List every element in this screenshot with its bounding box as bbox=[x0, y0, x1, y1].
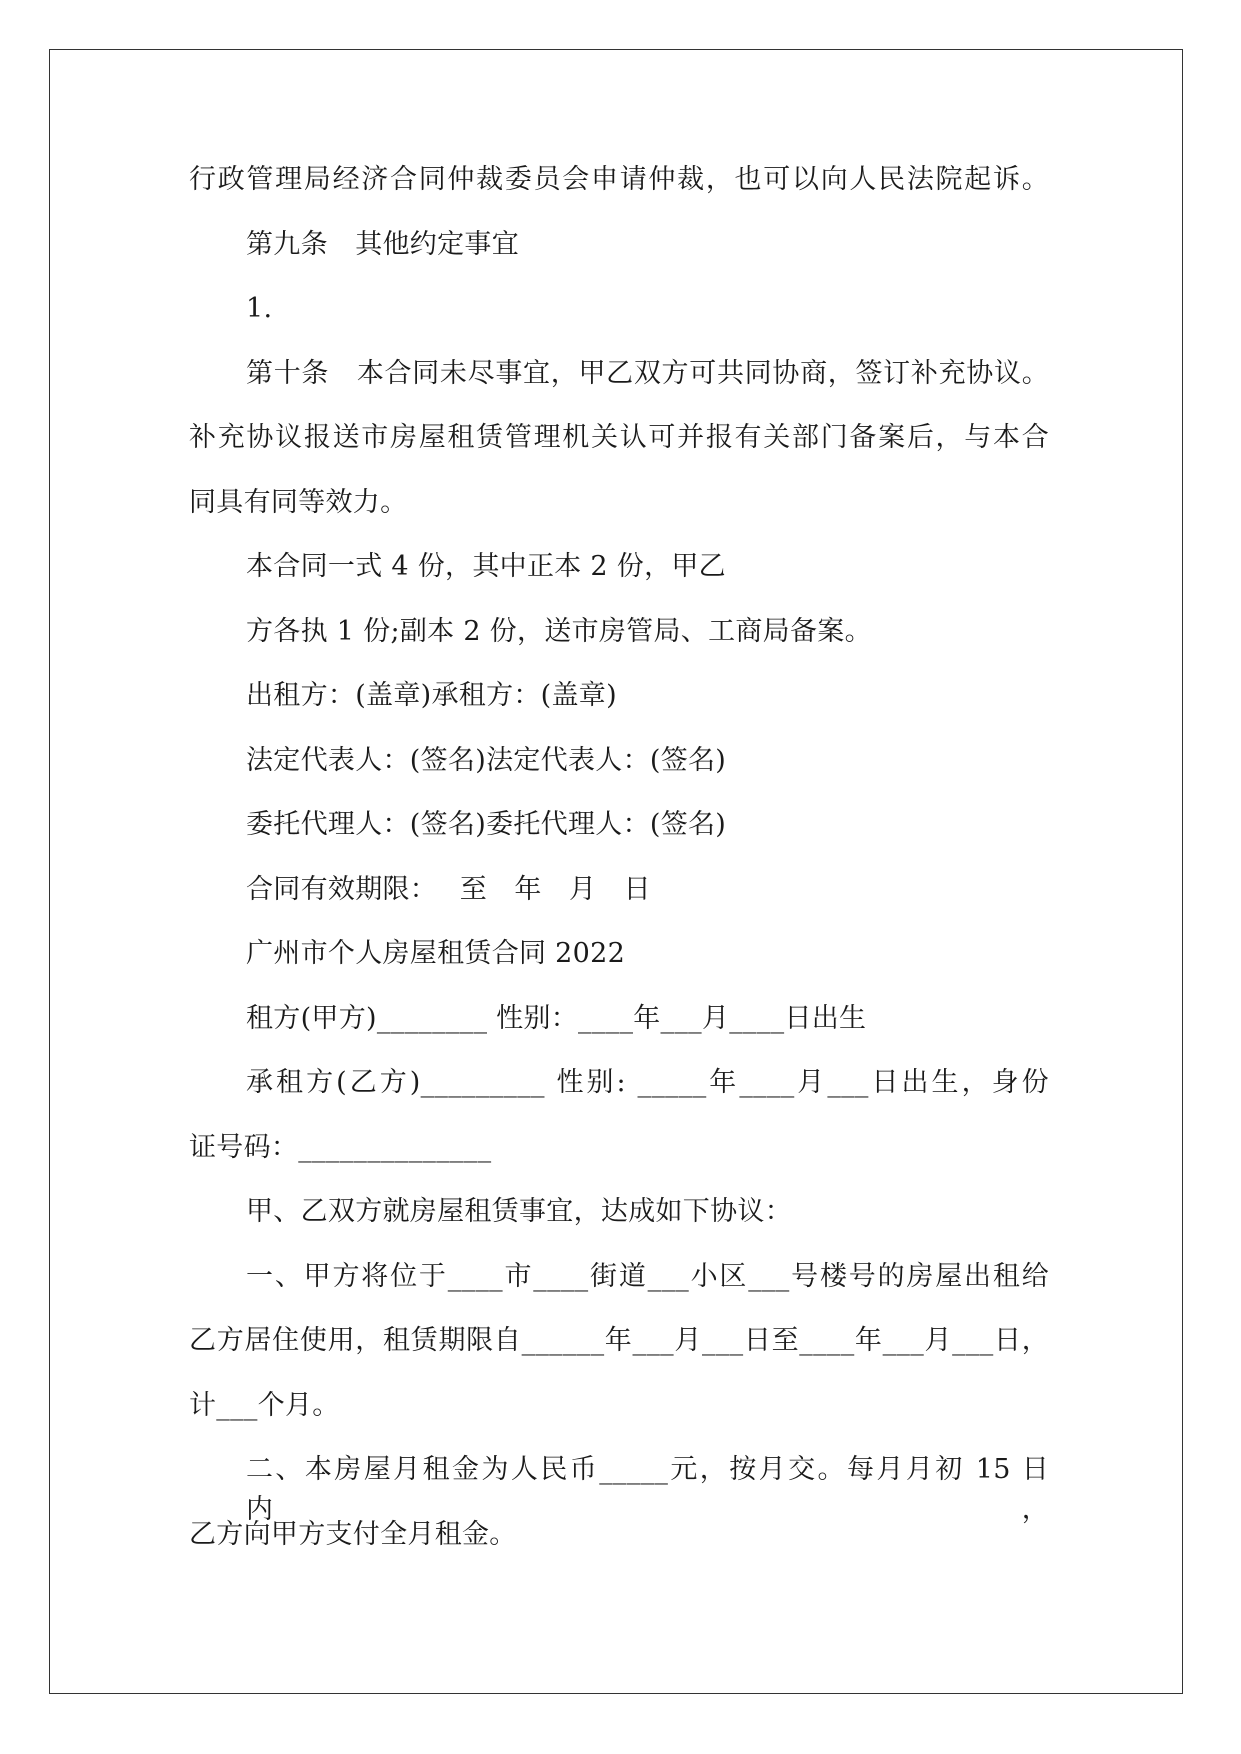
paragraph-line: 1. bbox=[246, 293, 273, 324]
paragraph-line: 同具有同等效力。 bbox=[189, 486, 408, 518]
paragraph-line: 甲、乙双方就房屋租赁事宜，达成如下协议： bbox=[246, 1196, 792, 1227]
paragraph-line: 补充协议报送市房屋租赁管理机关认可并报有关部门备案后，与本合 bbox=[189, 422, 1049, 453]
clause-line: 计___个月。 bbox=[189, 1389, 340, 1421]
signature-line: 法定代表人：(签名)法定代表人：(签名) bbox=[246, 744, 727, 776]
clause-line: 乙方居住使用，租赁期限自______年___月___日至____年___月___日， bbox=[189, 1325, 1049, 1356]
signature-line: 委托代理人：(签名)委托代理人：(签名) bbox=[246, 809, 727, 840]
clause-line: 二、本房屋月租金为人民币_____元，按月交。每月月初 15 日内， bbox=[246, 1454, 1049, 1525]
paragraph-line: 本合同一式 4 份，其中正本 2 份，甲乙 bbox=[246, 551, 726, 582]
form-field-line: 租方(甲方)________ 性别：____年___月____日出生 bbox=[246, 1002, 867, 1034]
validity-line: 合同有效期限： 至 年 月 日 bbox=[246, 873, 651, 905]
contract-title: 广州市个人房屋租赁合同 2022 bbox=[246, 938, 626, 969]
form-field-line: 证号码：______________ bbox=[189, 1131, 492, 1163]
section-heading: 第九条 其他约定事宜 bbox=[246, 228, 519, 260]
clause-line: 一、甲方将位于____市____街道___小区___号楼号的房屋出租给 bbox=[246, 1260, 1049, 1292]
document-body bbox=[189, 160, 1049, 1579]
form-field-line: 承租方(乙方)_________ 性别: _____年____月___日出生，身份 bbox=[246, 1067, 1049, 1098]
paragraph-line: 第十条 本合同未尽事宜，甲乙双方可共同协商，签订补充协议。 bbox=[246, 357, 1049, 389]
paragraph-line: 方各执 1 份;副本 2 份，送市房管局、工商局备案。 bbox=[246, 615, 872, 647]
signature-line: 出租方：(盖章)承租方：(盖章) bbox=[246, 680, 617, 711]
clause-line: 乙方向甲方支付全月租金。 bbox=[189, 1518, 517, 1550]
paragraph-line: 行政管理局经济合同仲裁委员会申请仲裁，也可以向人民法院起诉。 bbox=[189, 164, 1049, 195]
